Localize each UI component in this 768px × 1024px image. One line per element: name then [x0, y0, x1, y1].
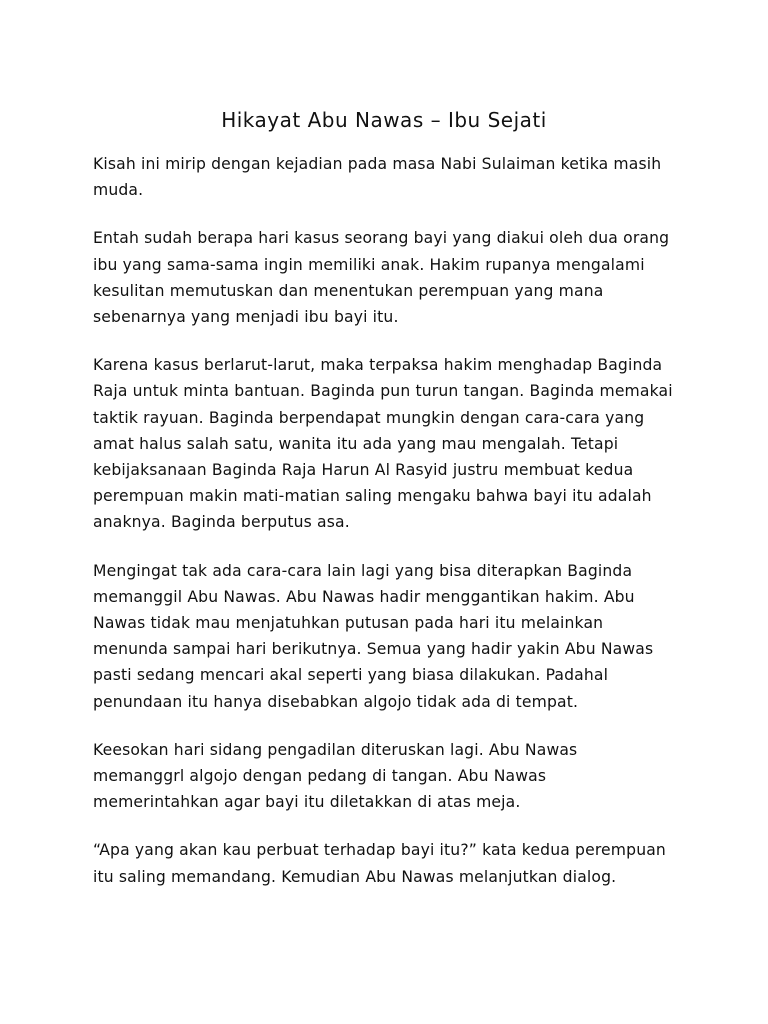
document-body	[93, 151, 683, 912]
text-line: Kisah ini mirip dengan kejadian pada masa Nabi Sulaiman ketika masih	[93, 155, 662, 173]
text-line: perempuan makin mati-matian saling mengaku bahwa bayi itu adalah	[93, 487, 652, 506]
text-line: Keesokan hari sidang pengadilan diteruskan lagi. Abu Nawas	[93, 740, 578, 759]
text-line: Nawas tidak mau menjatuhkan putusan pada hari itu melainkan	[93, 614, 604, 633]
text-line: memerintahkan agar bayi itu diletakkan di atas meja.	[93, 793, 521, 812]
text-line: Raja untuk minta bantuan. Baginda pun turun tangan. Baginda memakai	[93, 382, 673, 401]
text-line: kesulitan memutuskan dan menentukan perempuan yang mana	[93, 281, 604, 300]
paragraph-5	[93, 737, 683, 816]
paragraph-6	[93, 837, 683, 889]
paragraph-4	[93, 558, 683, 715]
text-line: “Apa yang akan kau perbuat terhadap bayi itu?” kata kedua perempuan	[93, 841, 666, 860]
text-line: taktik rayuan. Baginda berpendapat mungkin dengan cara-cara yang	[93, 408, 645, 427]
text-line: kebijaksanaan Baginda Raja Harun Al Rasyid justru membuat kedua	[93, 461, 634, 480]
document-title: Hikayat Abu Nawas – Ibu Sejati	[221, 108, 547, 132]
text-line: penundaan itu hanya disebabkan algojo tidak ada di tempat.	[93, 692, 579, 711]
text-line: pasti sedang mencari akal seperti yang biasa dilakukan. Padahal	[93, 666, 609, 685]
paragraph-1	[93, 151, 683, 203]
text-line: Entah sudah berapa hari kasus seorang bayi yang diakui oleh dua orang	[93, 229, 670, 248]
text-line: memanggrl algojo dengan pedang di tangan. Abu Nawas	[93, 767, 547, 786]
text-line: anaknya. Baginda berputus asa.	[93, 513, 350, 532]
text-line: menunda sampai hari berikutnya. Semua yang hadir yakin Abu Nawas	[93, 640, 654, 659]
paragraph-3	[93, 352, 683, 535]
text-line: ibu yang sama-sama ingin memiliki anak. Hakim rupanya mengalami	[93, 255, 645, 274]
text-line: muda.	[93, 181, 144, 200]
text-line: itu saling memandang. Kemudian Abu Nawas melanjutkan dialog.	[93, 867, 617, 886]
text-line: Mengingat tak ada cara-cara lain lagi yang bisa diterapkan Baginda	[93, 561, 633, 580]
paragraph-2	[93, 225, 683, 330]
text-line: amat halus salah satu, wanita itu ada yang mau mengalah. Tetapi	[93, 434, 619, 453]
text-line: Karena kasus berlarut-larut, maka terpaksa hakim menghadap Baginda	[93, 356, 663, 375]
text-line: memanggil Abu Nawas. Abu Nawas hadir menggantikan hakim. Abu	[93, 587, 635, 606]
text-line: sebenarnya yang menjadi ibu bayi itu.	[93, 308, 399, 327]
